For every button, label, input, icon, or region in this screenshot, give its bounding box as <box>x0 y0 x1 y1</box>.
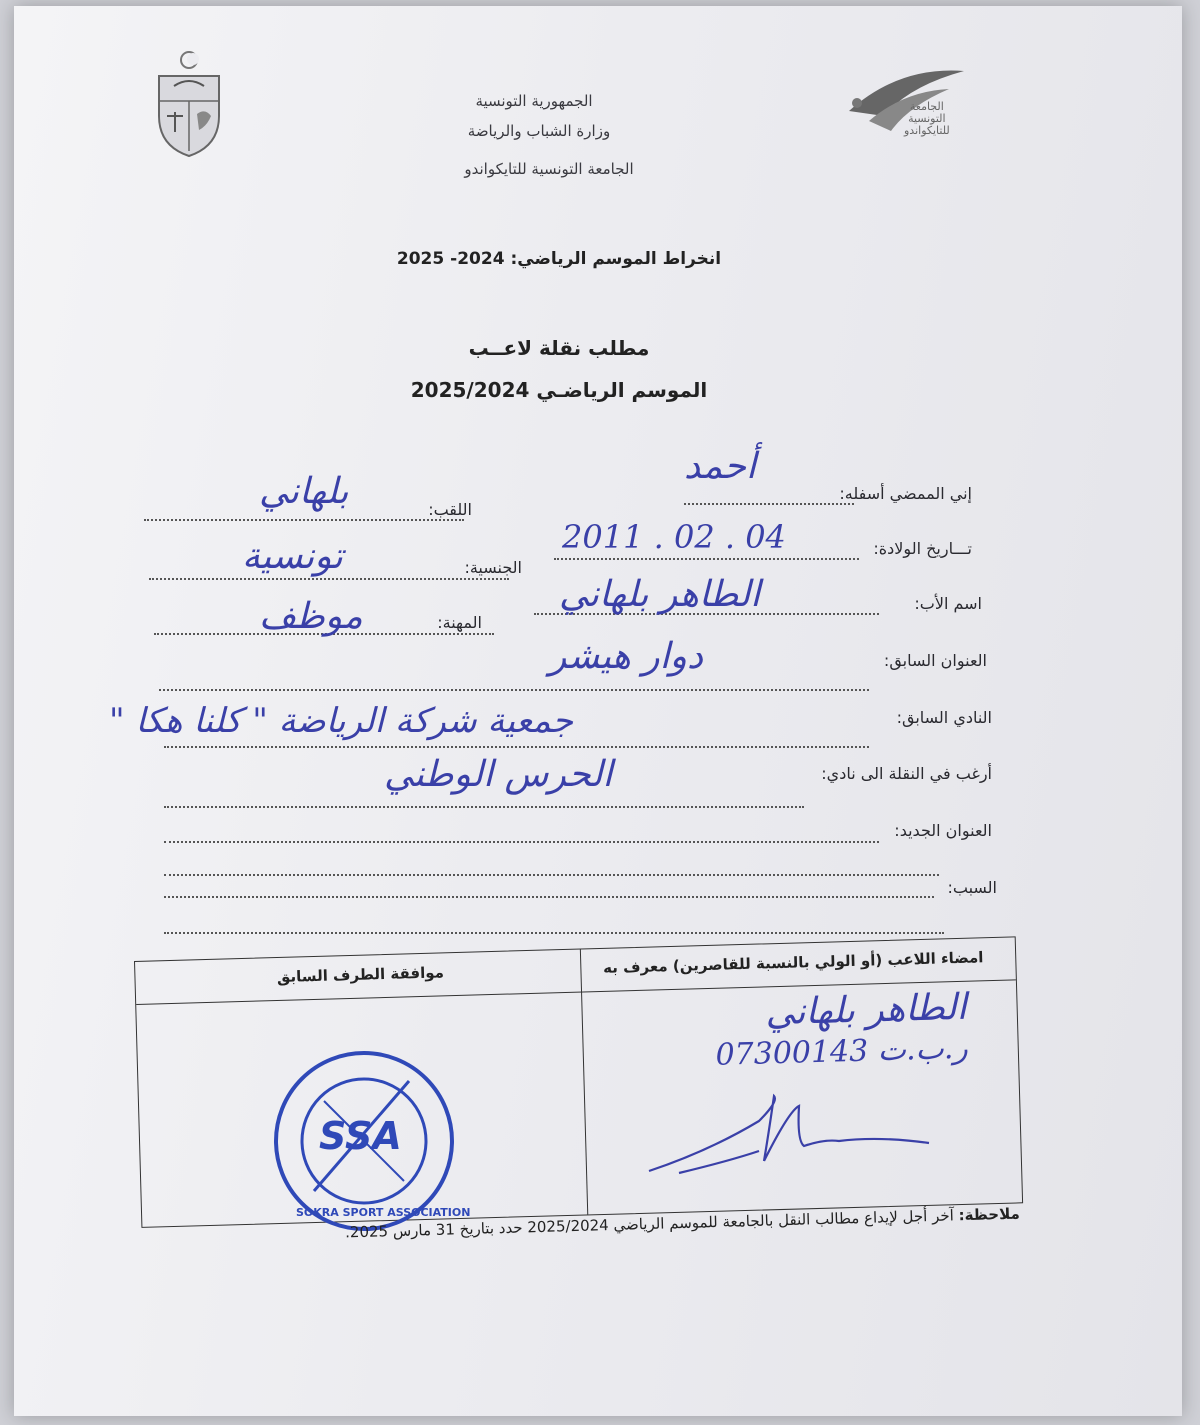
desired-club-value: الحرس الوطني <box>384 754 613 795</box>
coat-of-arms-icon <box>149 46 229 161</box>
signature-icon <box>639 1091 939 1181</box>
desired-club-label: أرغب في النقلة الى نادي: <box>821 764 992 783</box>
form-subtitle: الموسم الرياضـي 2025/2024 <box>410 378 708 402</box>
new-address-dots-1 <box>164 841 879 843</box>
new-address-label: العنوان الجديد: <box>894 821 992 840</box>
reason-dots-1 <box>164 896 934 898</box>
reason-dots-2 <box>164 932 944 934</box>
previous-address-dots <box>159 689 869 691</box>
nationality-label: الجنسية: <box>464 558 522 577</box>
nationality-value: تونسية <box>242 536 343 577</box>
father-name-value: الطاهر بلهاني <box>559 574 761 615</box>
ministry-name: وزارة الشباب والرياضة <box>467 122 611 140</box>
previous-address-value: دوار هيشر <box>549 636 704 677</box>
table-column-divider <box>580 950 588 1215</box>
reason-label: السبب: <box>947 878 997 897</box>
document-page <box>14 6 1182 1416</box>
surname-label: اللقب: <box>428 500 472 519</box>
profession-label: المهنة: <box>437 613 482 632</box>
stamp-text: SSA <box>319 1114 402 1158</box>
previous-party-header: موافقة الطرف السابق <box>276 963 445 987</box>
previous-club-dots <box>164 746 869 748</box>
nationality-dots <box>149 578 509 580</box>
note-text: آخر أجل لإيداع مطالب النقل بالجامعة للموسم الرياضي 2025/2024 حدد بتاريخ 31 مارس 2025. <box>345 1206 955 1242</box>
form-title: مطلب نقلة لاعــب <box>468 336 650 360</box>
desired-club-dots <box>164 806 804 808</box>
note-label: ملاحظة: <box>958 1204 1021 1225</box>
birth-date-dots <box>554 558 859 560</box>
guardian-name-value: الطاهر بلهاني <box>764 986 968 1034</box>
birth-date-value: 2011 . 02 . 04 <box>562 518 786 556</box>
profession-value: موظف <box>259 596 363 637</box>
player-signature-header: امضاء اللاعب (أو الولي بالنسبة للقاصرين) معرف به <box>602 948 984 977</box>
signed-below-value: أحمد <box>684 446 756 487</box>
father-name-label: اسم الأب: <box>914 594 982 613</box>
federation-logo-text: الجامعة التونسية للتايكواندو <box>904 100 950 137</box>
previous-club-label: النادي السابق: <box>896 708 992 727</box>
republic-name: الجمهورية التونسية <box>475 92 593 110</box>
season-line: انخراط الموسم الرياضي: 2024- 2025 <box>396 249 722 269</box>
signed-below-label: إني الممضي أسفله: <box>839 484 972 503</box>
surname-value: بلهاني <box>259 471 349 512</box>
id-number-value: ر.ب.ت 07300143 <box>715 1030 969 1073</box>
federation-name: الجامعة التونسية للتايكواندو <box>464 160 634 178</box>
birth-date-label: تـــاريخ الولادة: <box>873 539 972 558</box>
previous-club-value: جمعية شركة الرياضة " كلنا هكا " <box>109 701 573 741</box>
surname-dots <box>144 519 464 521</box>
previous-address-label: العنوان السابق: <box>883 651 987 670</box>
stamp-ring-text: SOKRA SPORT ASSOCIATION <box>296 1206 471 1219</box>
new-address-dots-2 <box>164 874 939 876</box>
signed-below-dots <box>684 503 854 505</box>
